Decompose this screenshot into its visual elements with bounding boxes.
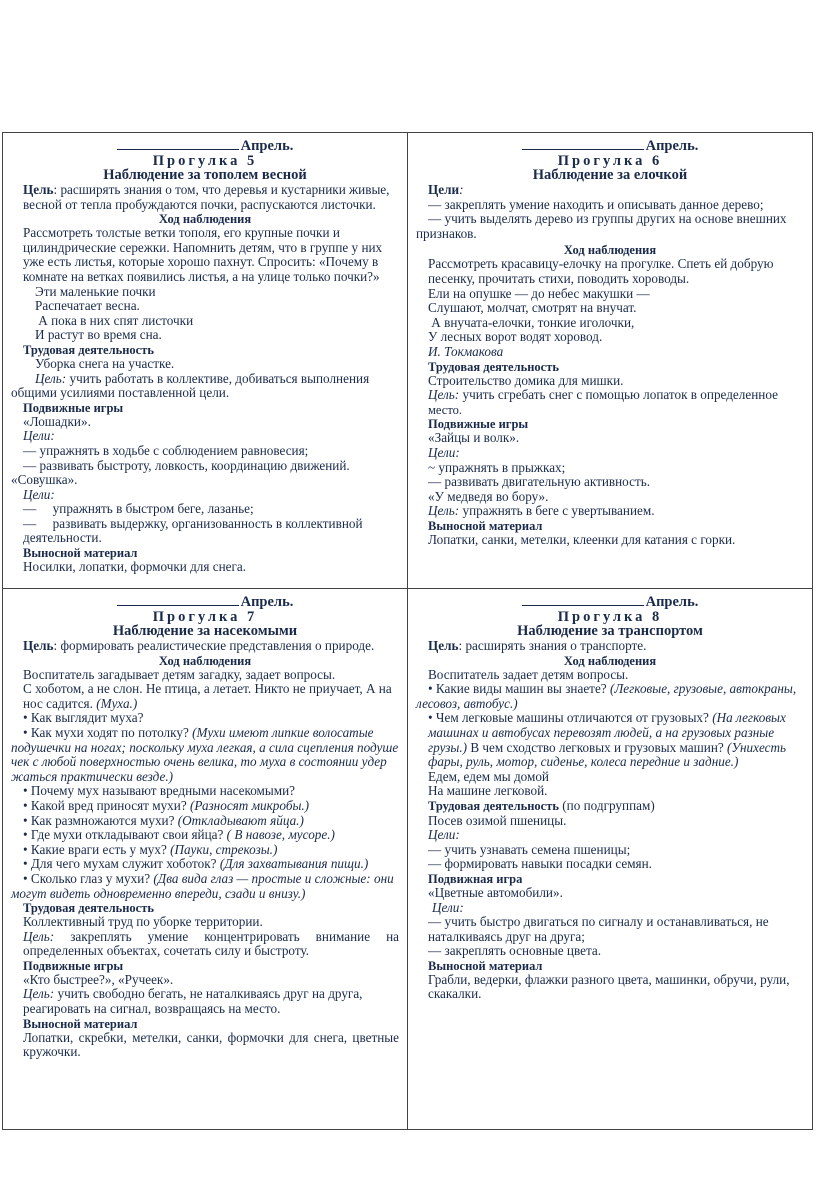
games-heading: Подвижная игра xyxy=(428,871,523,886)
poem-line: Едем, едем мы домой xyxy=(428,768,549,784)
walk-title: Наблюдение за тополем весной xyxy=(103,167,307,183)
question: • Какие враги есть у мух? (Пауки, стрекозы.) xyxy=(23,841,278,857)
material-heading: Выносной материал xyxy=(23,1016,138,1031)
game-1-goals-label: Цели: xyxy=(428,444,460,460)
material-text: Лопатки, санки, метелки, клеенки для катания с горки. xyxy=(428,531,736,547)
work-goal: — учить узнавать семена пшеницы; xyxy=(428,841,631,857)
work-goals-label: Цели: xyxy=(428,827,460,843)
question: • Сколько глаз у мухи? (Два вида глаз — простые и сложные: они xyxy=(23,870,394,886)
game-goal: — учить быстро двигаться по сигналу и останавливаться, не наталкиваясь друг на друга; xyxy=(428,914,769,944)
game-2-goals-label: Цели: xyxy=(23,486,55,502)
question: • Как мухи ходят по потолку? (Мухи имеют липкие волосатые xyxy=(23,724,374,740)
answer-line: чек с любой поверхностью очень велика, то муха в состоянии удер xyxy=(11,754,387,770)
walk-title: Наблюдение за транспортом xyxy=(517,623,703,639)
game-2-goal: — развивать выдержку, организованность в коллективной деятельности. xyxy=(23,515,366,546)
question: • Как размножаются мухи? (Откладывают яйца.) xyxy=(23,812,304,828)
walk-7-cell xyxy=(3,589,408,1129)
goal-item: признаков. xyxy=(416,225,477,241)
observation-text: Рассмотреть толстые ветки тополя, его крупные почки и цилиндрические сережки. Напомнить детям, что в группе у них уже есть листья, которые хорошо пахнут. Спросить: «Почему в комнате на ветках появились листья, а на улице только почки?» xyxy=(23,225,383,284)
walk-number: Прогулка 5 xyxy=(152,153,258,169)
poem: Эти маленькие почки Распечатает весна. А пока в них спят листочки И растут во время сна. xyxy=(35,283,194,343)
observation-text: Рассмотреть красавицу-елочку на прогулке. Спеть ей добрую песенку, прочитать стихи, поводить хороводы. xyxy=(428,256,774,286)
goal: Цель: расширять знания о транспорте. xyxy=(428,638,647,653)
answer-line: могут видеть одновременно впереди, сзади и внизу.) xyxy=(11,885,306,901)
game-2-goal: — упражнять в быстром беге, лазанье; xyxy=(23,501,254,517)
goal: Цель: формировать реалистические представления о природе. xyxy=(23,638,375,653)
game-2: «Совушка». xyxy=(11,472,78,488)
games-text: «Кто быстрее?», «Ручеек». xyxy=(23,971,174,987)
walk-title: Наблюдение за елочкой xyxy=(532,167,688,183)
game-2: «У медведя во бору». xyxy=(428,488,549,504)
work-heading: Трудовая деятельность xyxy=(23,342,154,357)
walk-6-cell xyxy=(408,133,812,589)
blank-line xyxy=(117,595,239,606)
work-heading: Трудовая деятельность xyxy=(23,901,154,916)
games-heading: Подвижные игры xyxy=(23,958,124,973)
question: • Какие виды машин вы знаете? (Легковые, грузовые, автокраны, xyxy=(428,681,797,697)
blank-line xyxy=(117,139,239,150)
game-1-goal: — упражнять в ходьбе с соблюдением равновесия; xyxy=(23,442,309,458)
observation-heading: Ход наблюдения xyxy=(158,212,252,227)
game-1: «Цветные автомобили». xyxy=(428,884,563,900)
goal-item: — учить выделять дерево из группы других на основе внешних xyxy=(428,211,787,227)
goal-label: Цели: xyxy=(428,182,464,197)
game-2-goal: Цель: упражнять в беге с увертыванием. xyxy=(428,503,655,519)
work-goal-tail: место. xyxy=(428,402,462,417)
games-heading: Подвижные игры xyxy=(23,400,124,415)
walk-title: Наблюдение за насекомыми xyxy=(112,623,298,639)
observation-heading: Ход наблюдения xyxy=(563,243,657,258)
walk-number: Прогулка 8 xyxy=(557,609,663,625)
question: • Как выглядит муха? xyxy=(23,710,144,726)
game-1: «Лошадки». xyxy=(23,413,91,429)
observation-text: Воспитатель загадывает детям загадку, задает вопросы. xyxy=(23,666,336,682)
poem-author: И. Токмакова xyxy=(428,343,504,359)
work-heading: Трудовая деятельность (по подгруппам) xyxy=(428,797,655,813)
work-text: Строительство домика для мишки. xyxy=(428,372,624,388)
games-heading: Подвижные игры xyxy=(428,417,529,432)
blank-line xyxy=(522,595,644,606)
blank-line xyxy=(522,139,644,150)
answer-line: лесовоз, автобус.) xyxy=(416,695,518,711)
answer-line: подушечки на ногах; поскольку муха легкая, а сила сцепления подуше xyxy=(11,739,399,755)
work-goal: Цель: учить сгребать снег с помощью лопаток в определенное xyxy=(428,387,778,403)
work-text: Уборка снега на участке. xyxy=(35,355,175,371)
work-text: Коллективный труд по уборке территории. xyxy=(23,914,263,930)
observation-text: Воспитатель задает детям вопросы. xyxy=(428,666,629,682)
work-goal: Цель: закреплять умение концентрировать внимание на определенных объектах, сочетать силу и быстроту. xyxy=(23,928,399,959)
question: • Чем легковые машины отличаются от грузовых? (На легковых машинах и автобусах перевозят людей, а на грузовых разные грузы.) В чем сходство легковых и грузовых машин? (Унихесть фары, руль, мотор, сиденье, колеса передние и задние.) xyxy=(428,710,787,770)
work-goal: — формировать навыки посадки семян. xyxy=(428,856,652,872)
month-heading: Апрель. xyxy=(416,139,804,154)
month-heading: Апрель. xyxy=(11,595,399,610)
question: • Для чего мухам служит хоботок? (Для захватывания пищи.) xyxy=(23,856,369,872)
walk-5-cell xyxy=(3,133,408,589)
material-heading: Выносной материал xyxy=(428,518,543,533)
game-goal: — закреплять основные цвета. xyxy=(428,943,602,959)
question: • Где мухи откладывают свои яйца? ( В навозе, мусоре.) xyxy=(23,827,335,843)
month-heading: Апрель. xyxy=(416,595,804,610)
goal-item: — закреплять умение находить и описывать данное дерево; xyxy=(428,196,764,212)
work-text: Посев озимой пшеницы. xyxy=(428,812,567,828)
work-heading: Трудовая деятельность xyxy=(428,359,559,374)
answer-line: жаться практически везде.) xyxy=(11,768,174,784)
poem-line: На машине легковой. xyxy=(428,783,548,799)
riddle: С хоботом, а не слон. Не птица, а летает. Никто не приучает, А на нос садится. (Муха.) xyxy=(23,681,392,711)
game-1-goal: — развивать быстроту, ловкость, координацию движений. xyxy=(23,457,350,473)
observation-heading: Ход наблюдения xyxy=(158,653,252,668)
question: • Какой вред приносят мухи? (Разносят микробы.) xyxy=(23,797,310,813)
walks-table xyxy=(2,132,813,1130)
walk-8-cell xyxy=(408,589,812,1129)
walk-number: Прогулка 6 xyxy=(557,153,663,169)
game-1-goals-label: Цели: xyxy=(23,428,55,444)
game-goal: Цель: учить свободно бегать, не наталкиваясь друг на друга, реагировать на сигнал, возвращаясь на место. xyxy=(23,986,363,1017)
question: • Почему мух называют вредными насекомыми? xyxy=(23,783,296,799)
material-heading: Выносной материал xyxy=(23,546,138,561)
game-goals-label: Цели: xyxy=(432,899,464,915)
goal: Цель: расширять знания о том, что деревья и кустарники живые, весной от тепла пробуждаются почки, распускаются листочки. xyxy=(23,182,390,212)
material-text: Носилки, лопатки, формочки для снега. xyxy=(23,559,247,575)
month-heading: Апрель. xyxy=(11,139,399,154)
poem: Ели на опушке — до небес макушки — Слушают, молчат, смотрят на внучат. А внучата-елочки, тонкие иголочки, У лесных ворот водят хоровод. И. Токмакова xyxy=(416,287,804,360)
walk-number: Прогулка 7 xyxy=(152,609,258,625)
work-goal: Цель: учить работать в коллективе, добиваться выполнения общими усилиями поставленной цели. xyxy=(11,370,370,401)
game-1-goal: ~ упражнять в прыжках; xyxy=(428,459,566,475)
observation-heading: Ход наблюдения xyxy=(563,653,657,668)
material-text: Грабли, ведерки, флажки разного цвета, машинки, обручи, рули, скакалки. xyxy=(428,971,790,1002)
game-1: «Зайцы и волк». xyxy=(428,430,520,446)
game-1-goal: — развивать двигательную активность. xyxy=(428,474,651,490)
material-text: Лопатки, скребки, метелки, санки, формочки для снега, цветные кружочки. xyxy=(23,1029,399,1060)
material-heading: Выносной материал xyxy=(428,958,543,973)
